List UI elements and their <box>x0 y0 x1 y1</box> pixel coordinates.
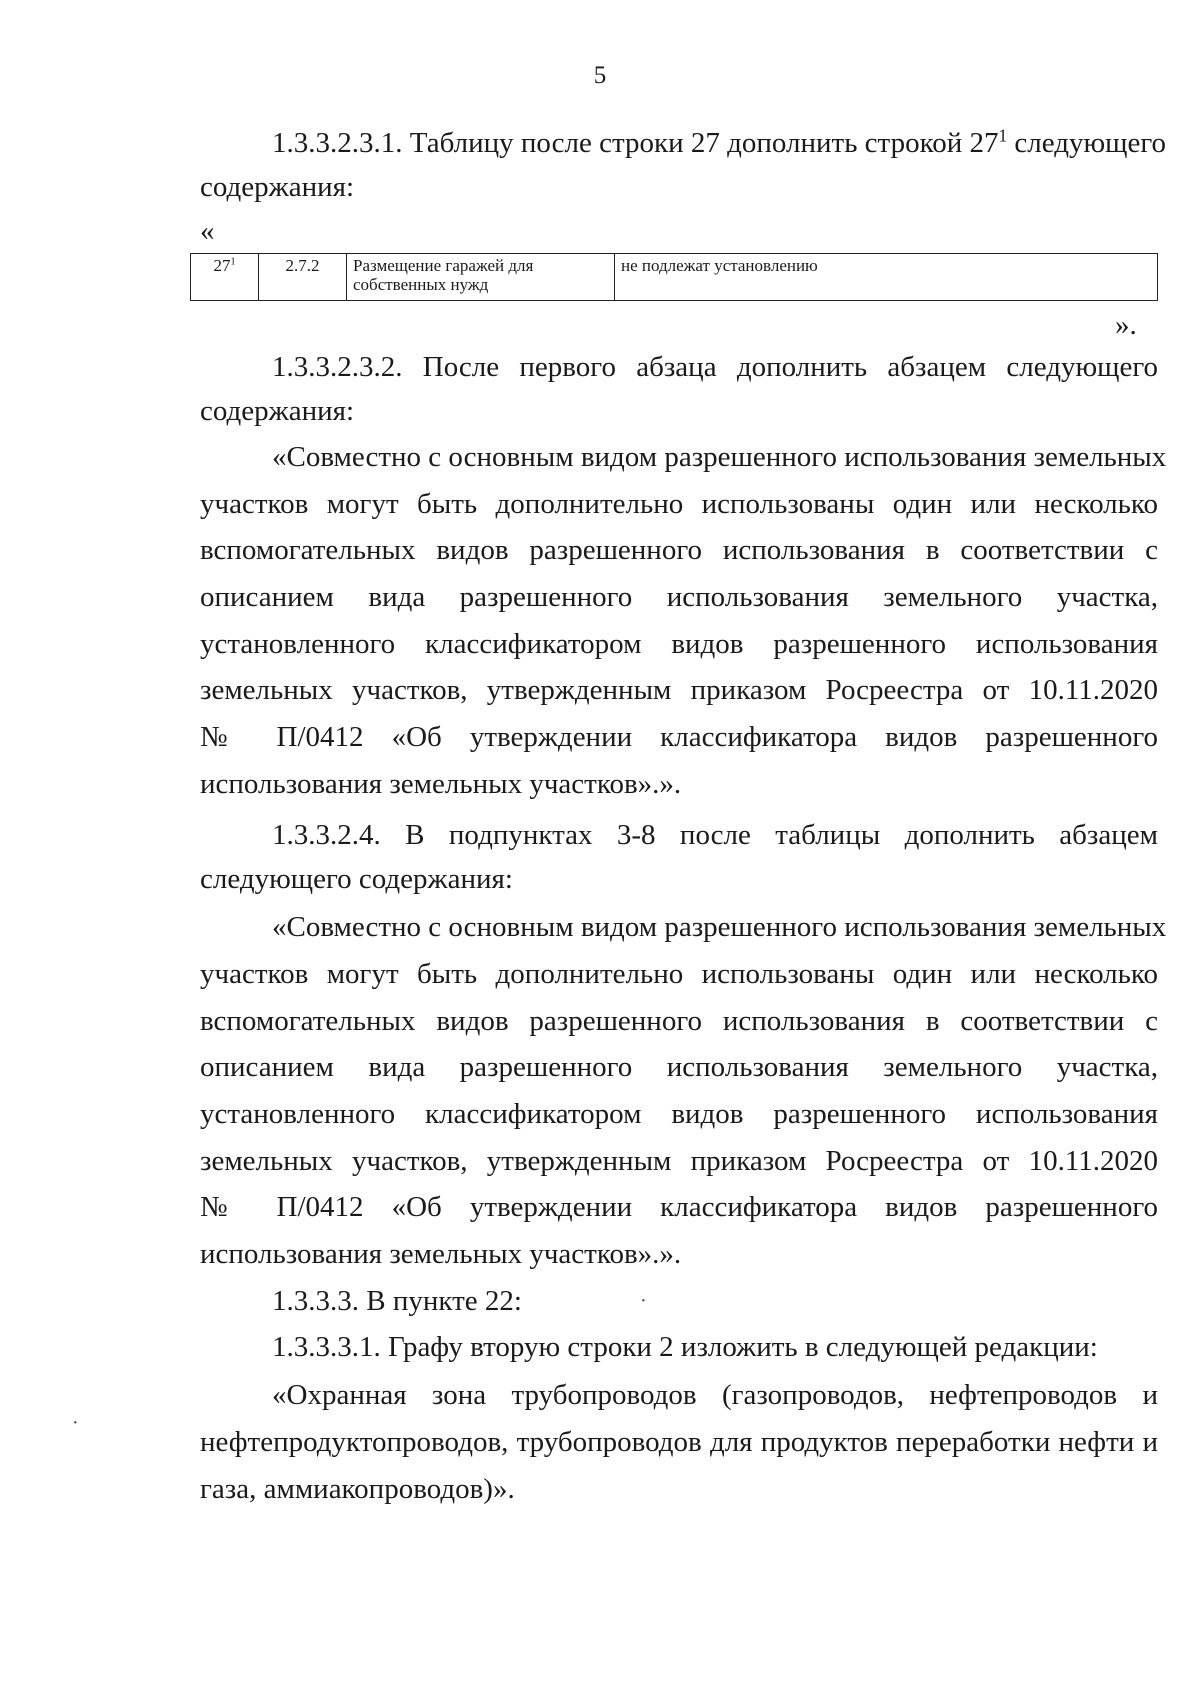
scan-speck-mark: · <box>72 1412 79 1434</box>
item-1-line-2: содержания: <box>200 171 355 203</box>
scan-speck-mark: · <box>640 1290 647 1312</box>
item-3-paragraph-line: «Совместно с основным видом разрешенного использования земельных <box>272 911 1167 943</box>
open-quote: « <box>200 215 215 247</box>
item-2-paragraph-line: участков могут быть дополнительно использованы один или несколько <box>200 488 1158 520</box>
item-2-paragraph-line: земельных участков, утвержденным приказом Росреестра от 10.11.2020 <box>200 674 1158 706</box>
item-2-heading-line-1: 1.3.3.2.3.2. После первого абзаца дополнить абзацем следующего <box>272 351 1158 383</box>
item-2-paragraph-line: «Совместно с основным видом разрешенного использования земельных <box>272 441 1167 473</box>
item-2-paragraph-line: использования земельных участков».». <box>200 768 682 800</box>
table-cell-name: Размещение гаражей для собственных нужд <box>347 254 615 301</box>
close-quote: ». <box>1115 309 1137 341</box>
item-6-line: «Охранная зона трубопроводов (газопроводов, нефтепроводов и <box>272 1379 1158 1411</box>
row-number: 27 <box>213 256 231 275</box>
row-number-superscript: 1 <box>230 256 236 268</box>
item-4-line: 1.3.3.3. В пункте 22: <box>272 1285 522 1317</box>
item-3-paragraph-line: участков могут быть дополнительно использованы один или несколько <box>200 958 1158 990</box>
item-2-paragraph-line: установленного классификатором видов разрешенного использования <box>200 628 1158 660</box>
item-3-paragraph-line: № П/0412 «Об утверждении классификатора видов разрешенного <box>200 1191 1158 1223</box>
item-3-paragraph-line: вспомогательных видов разрешенного использования в соответствии с <box>200 1005 1158 1037</box>
item-3-heading-line-1: 1.3.3.2.4. В подпунктах 3-8 после таблицы дополнить абзацем <box>272 819 1158 851</box>
table-cell-value: не подлежат установлению <box>615 254 1158 301</box>
amendment-table <box>190 253 1158 301</box>
item-2-paragraph-line: № П/0412 «Об утверждении классификатора видов разрешенного <box>200 721 1158 753</box>
item-2-paragraph-line: описанием вида разрешенного использования земельного участка, <box>200 581 1158 613</box>
item-5-line: 1.3.3.3.1. Графу вторую строки 2 изложить в следующей редакции: <box>272 1331 1098 1363</box>
table-cell-number <box>191 254 259 301</box>
item-6-line: нефтепродуктопроводов, трубопроводов для продуктов переработки нефти и <box>200 1426 1158 1458</box>
item-6-line: газа, аммиакопроводов)». <box>200 1473 515 1505</box>
page-number: 5 <box>593 62 607 89</box>
item-3-paragraph-line: установленного классификатором видов разрешенного использования <box>200 1098 1158 1130</box>
item-3-heading-line-2: следующего содержания: <box>200 863 513 895</box>
item-3-paragraph-line: земельных участков, утвержденным приказом Росреестра от 10.11.2020 <box>200 1145 1158 1177</box>
item-1-superscript: 1 <box>998 125 1008 146</box>
item-2-paragraph-line: вспомогательных видов разрешенного использования в соответствии с <box>200 534 1158 566</box>
table-cell-code: 2.7.2 <box>259 254 347 301</box>
item-1-line-1 <box>272 125 1167 160</box>
item-1-text: 1.3.3.2.3.1. Таблицу после строки 27 дополнить строкой 27 <box>272 127 999 159</box>
item-3-paragraph-line: использования земельных участков».». <box>200 1238 682 1270</box>
item-3-paragraph-line: описанием вида разрешенного использования земельного участка, <box>200 1051 1158 1083</box>
table-row <box>191 254 1158 301</box>
item-2-heading-line-2: содержания: <box>200 395 355 427</box>
item-1-text-end: следующего <box>1007 127 1167 159</box>
